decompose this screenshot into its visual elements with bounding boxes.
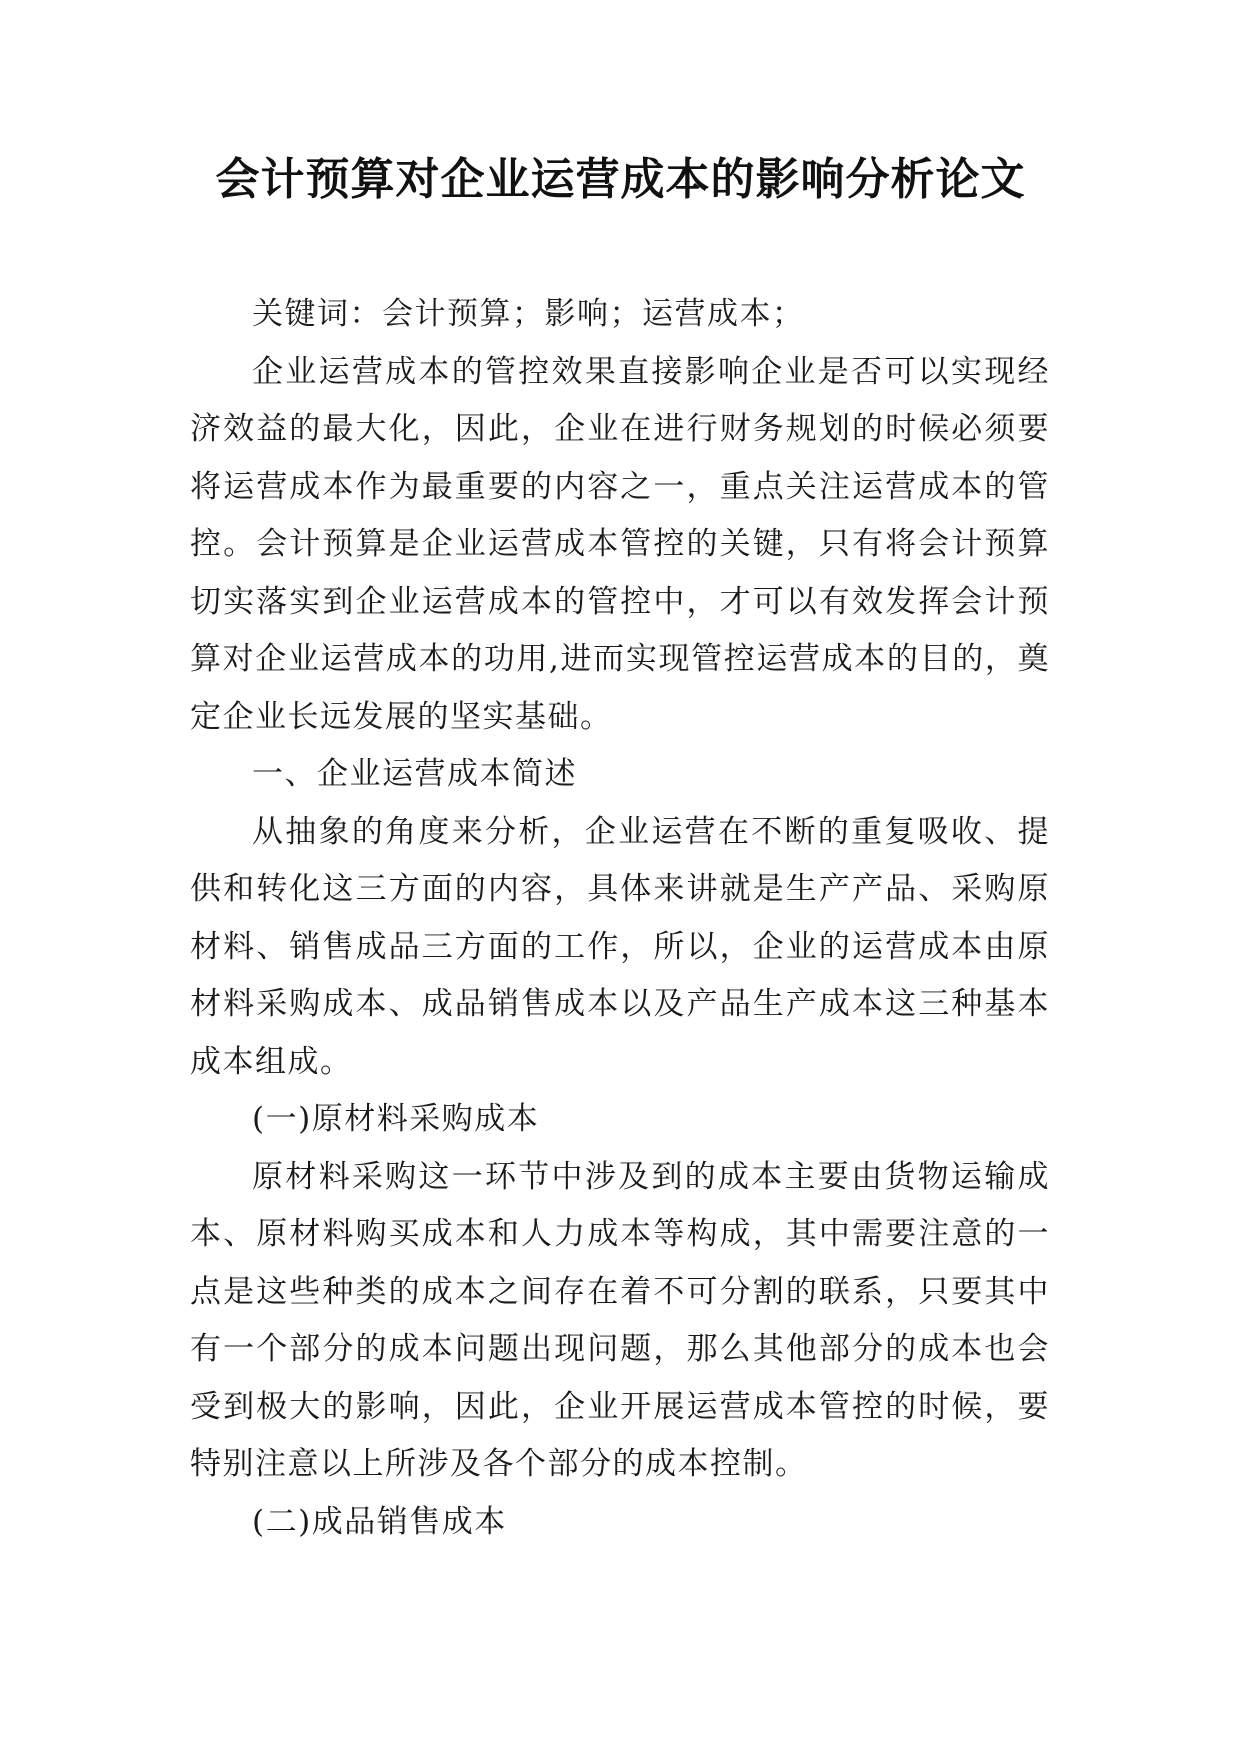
- body-paragraph: 从抽象的角度来分析，企业运营在不断的重复吸收、提供和转化这三方面的内容，具体来讲就是生产产品、采购原材料、销售成品三方面的工作，所以，企业的运营成本由原材料采购成本、成品销售成本以及产品生产成本这三种基本成本组成。: [190, 813, 1050, 1080]
- body-paragraph: 企业运营成本的管控效果直接影响企业是否可以实现经济效益的最大化，因此，企业在进行财务规划的时候必须要将运营成本作为最重要的内容之一，重点关注运营成本的管控。会计预算是企业运营成本管控的关键，只有将会计预算切实落实到企业运营成本的管控中，才可以有效发挥会计预算对企业运营成本的功用,进而实现管控运营成本的目的，奠定企业长远发展的坚实基础。: [190, 353, 1050, 735]
- page-title: 会计预算对企业运营成本的影响分析论文: [215, 154, 1026, 205]
- keywords-line: 关键词：会计预算；影响；运营成本；: [252, 296, 805, 332]
- subsection-heading: (一)原材料采购成本: [252, 1101, 540, 1137]
- document-body: [190, 286, 1050, 1551]
- subsection-heading: (二)成品销售成本: [252, 1503, 507, 1540]
- body-paragraph: 原材料采购这一环节中涉及到的成本主要由货物运输成本、原材料购买成本和人力成本等构成，其中需要注意的一点是这些种类的成本之间存在着不可分割的联系，只要其中有一个部分的成本问题出现问题，那么其他部分的成本也会受到极大的影响，因此，企业开展运营成本管控的时候，要特别注意以上所涉及各个部分的成本控制。: [190, 1158, 1050, 1482]
- section-heading: 一、企业运营成本简述: [252, 756, 577, 792]
